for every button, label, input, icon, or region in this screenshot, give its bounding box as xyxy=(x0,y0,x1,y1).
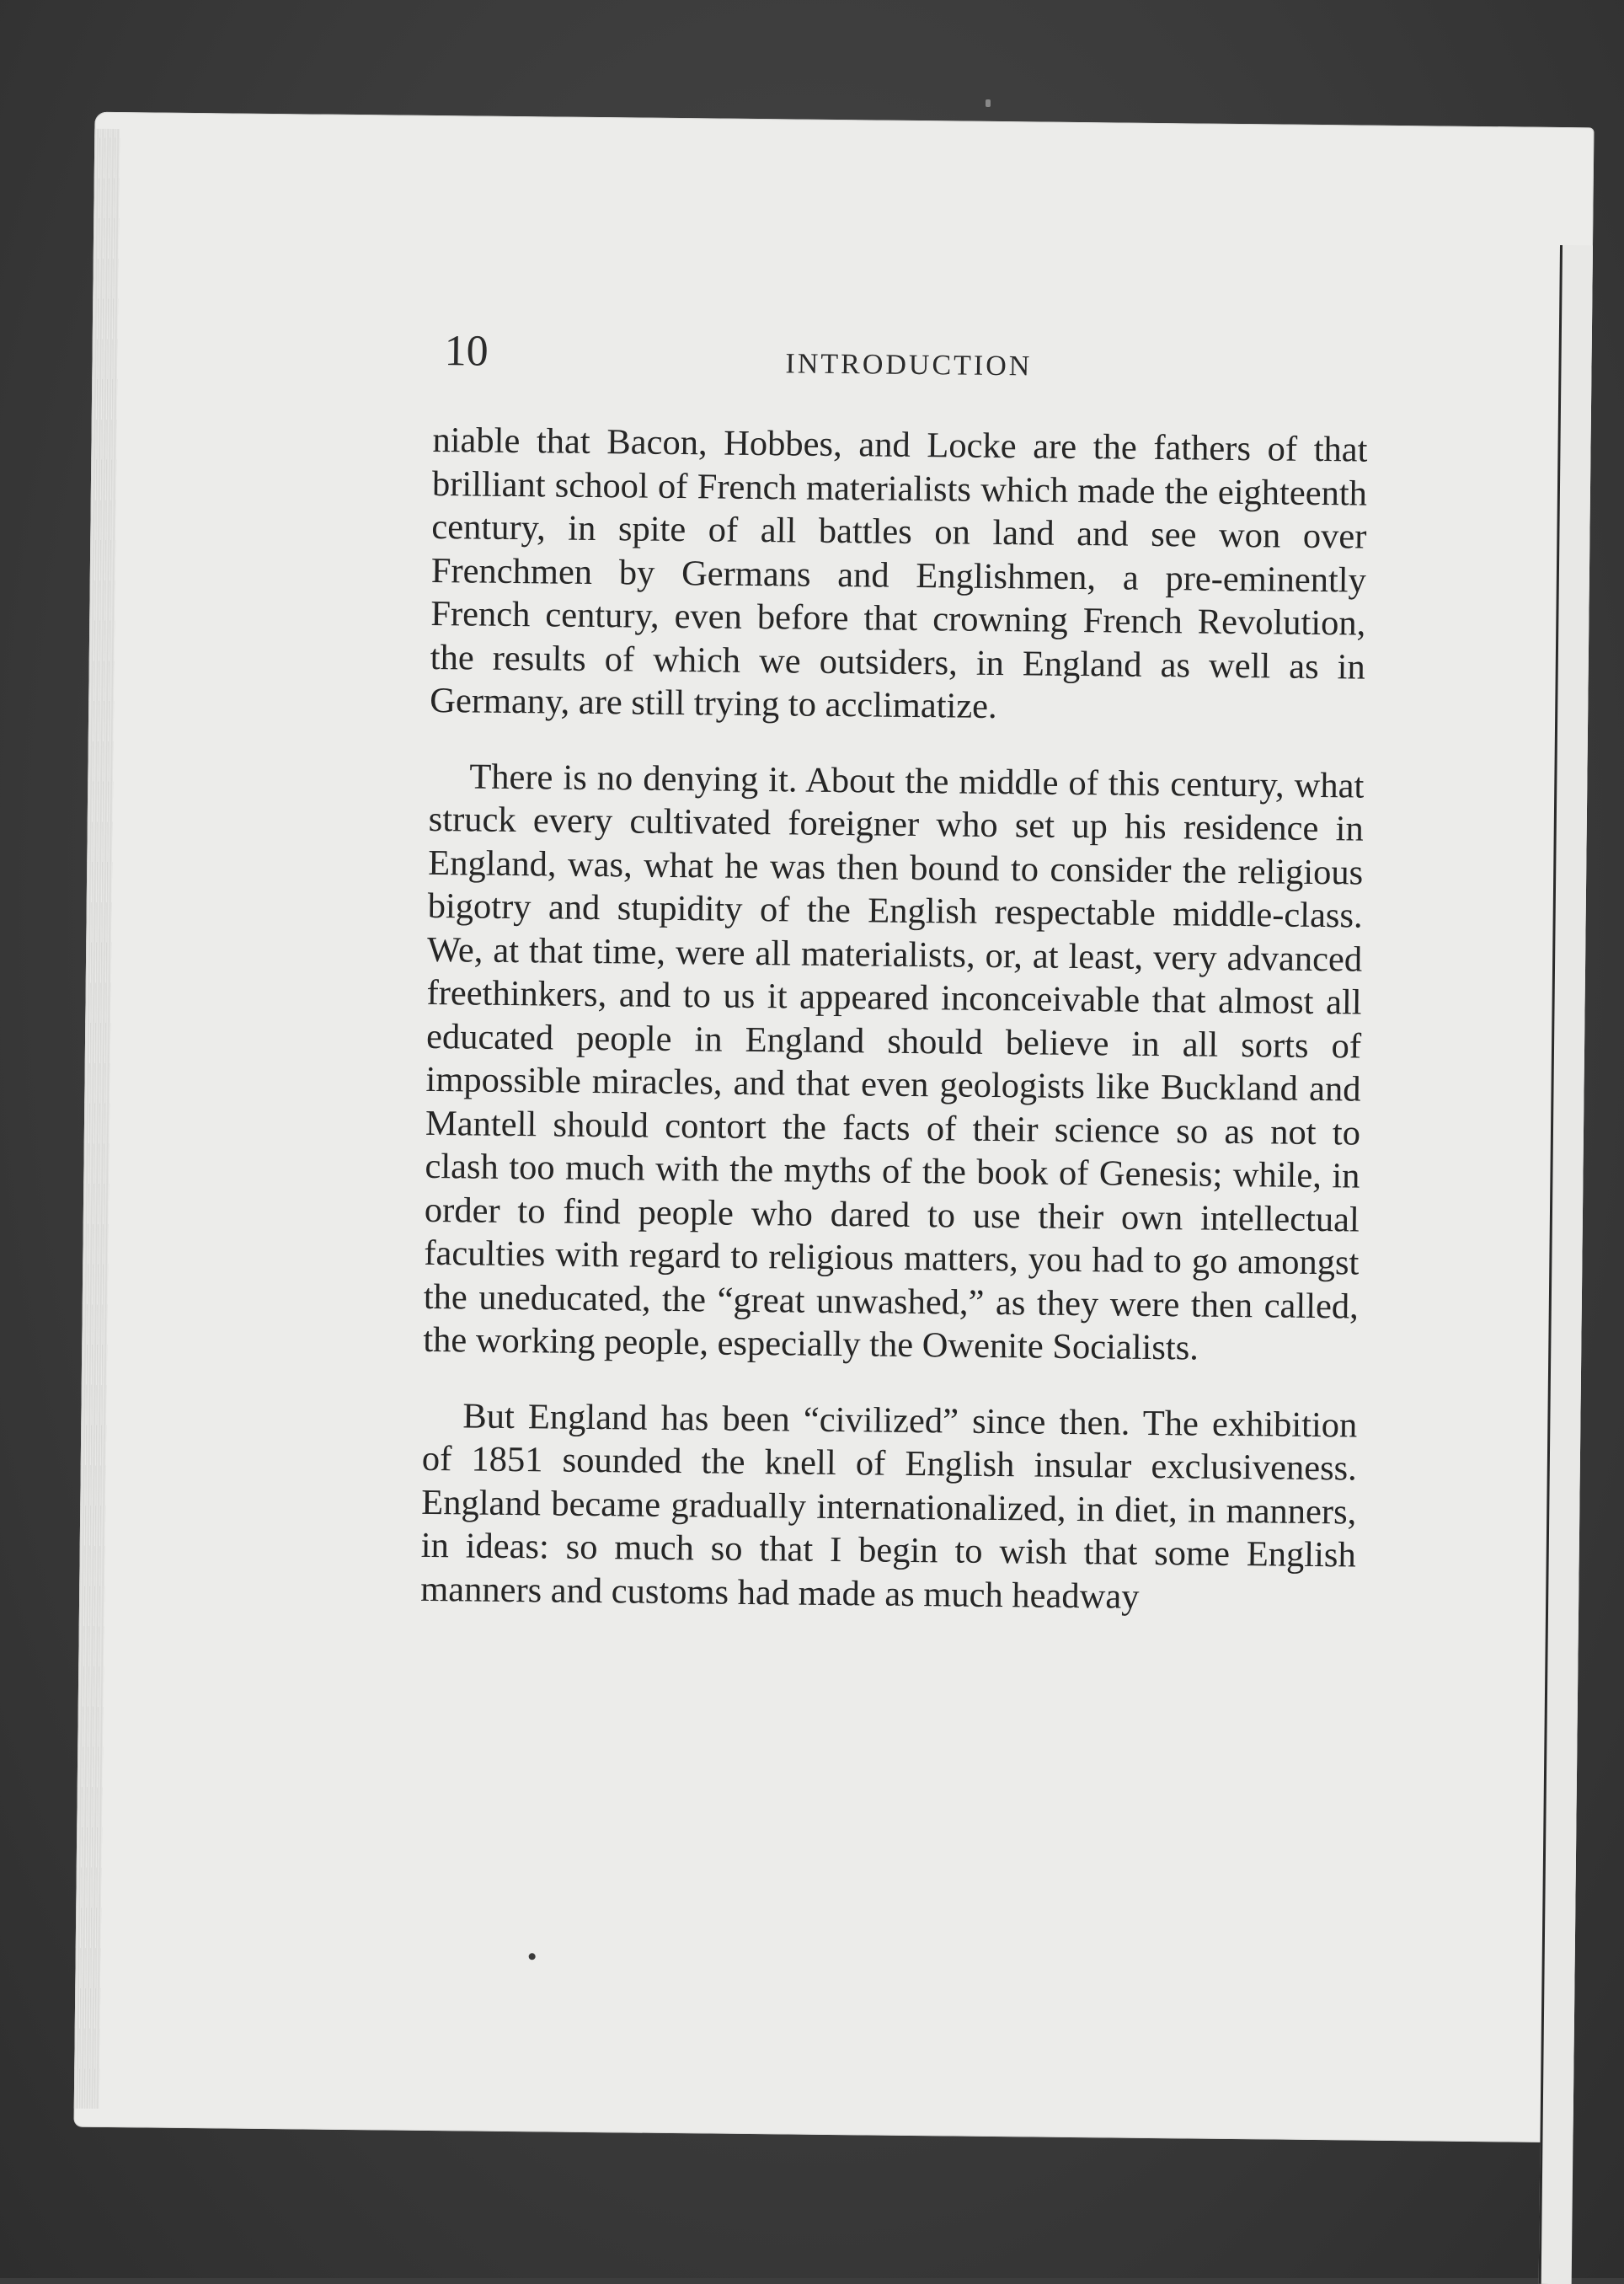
book-page xyxy=(74,112,1595,2143)
paragraph-3: But England has been “civilized” since then. The exhibition of 1851 sounded the knell of English insular exclusiveness. England became gradually internationalized, in diet, in manners, in ideas: so much so that I begin to wish that some English manners and customs had made as much headway xyxy=(419,1395,1358,1617)
body-text xyxy=(420,419,1368,1653)
footnote-mark xyxy=(529,1953,536,1960)
paragraph-2: There is no denying it. About the middle of this century, what struck every cultivated foreigner who set up his residence in England, was, what he was then bound to consider the religious bigotry and stupidity of the English respectable middle-class. We, at that time, were all materialists, or, at least, very advanced freethinkers, and to us it appeared inconceivable that almost all educated people in England should believe in all sorts of impossible miracles, and that even geologists like Buckland and Mantell should contort the facts of their science so as not to clash too much with the myths of the book of Genesis; while, in order to find people who dared to use their own intellectual faculties with regard to religious matters, you had to go amongst the uneducated, the “great unwashed,” as they were then called, the working people, especially the Owenite Socialists. xyxy=(423,756,1365,1368)
page-number: 10 xyxy=(444,327,489,376)
dust-speck xyxy=(986,99,991,107)
paragraph-1: niable that Bacon, Hobbes, and Locke are the fathers of that brilliant school of French materialists which made the eighteenth century, in spite of all battles on land and see won over Frenchmen by Germans and Englishmen, a pre-eminently French century, even before that crowning French Revolution, the results of which we outsiders, in England as well as in Germany, are still trying to acclimatize. xyxy=(430,420,1368,726)
running-head: INTRODUCTION xyxy=(785,348,1033,382)
